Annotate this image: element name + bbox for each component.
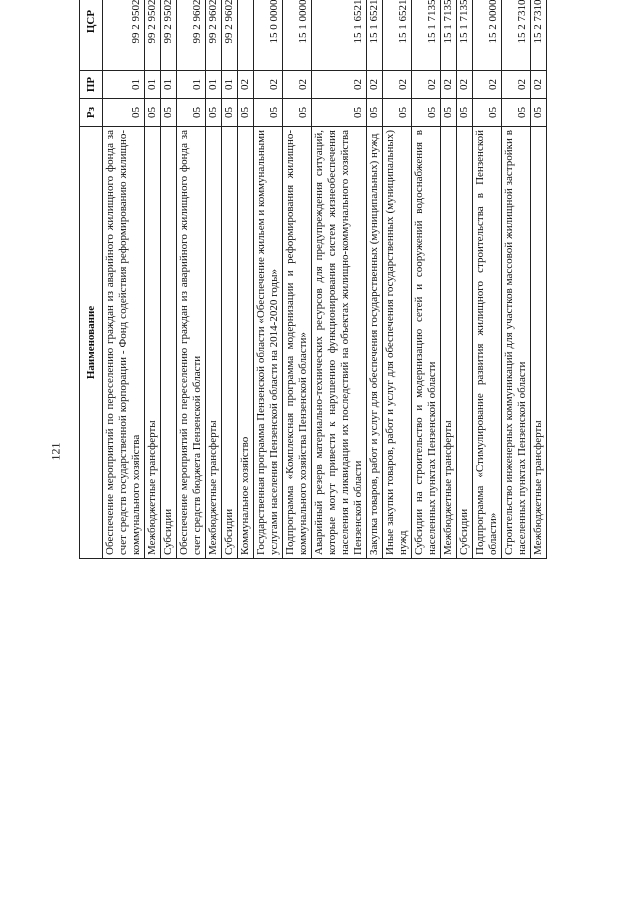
cell-name: Иные закупки товаров, работ и услуг для обеспечения государственных (муниципальных) нужд [383,127,412,559]
cell-csr: 15 2 7310 [502,0,531,71]
cell-pr: 02 [383,71,412,99]
cell-rz: 05 [161,99,177,127]
cell-rz: 05 [222,99,238,127]
cell-pr: 01 [222,71,238,99]
table-row [222,0,238,559]
cell-name: Аварийный резерв материально-технических ресурсов для предупреждения ситуаций, которые могут привести к нарушению функционирования систем жизнеобеспечения населения и ликвидации их последствий на объектах жилищно-коммунального хозяйства Пензенской области [312,127,367,559]
cell-pr: 02 [254,71,283,99]
cell-name: Межбюджетные трансферты [206,127,222,559]
cell-pr: 02 [412,71,441,99]
page-number: 121 [48,442,63,461]
cell-csr: 15 1 7135 [441,0,457,71]
cell-pr: 02 [457,71,473,99]
cell-name: Субсидии [161,127,177,559]
cell-name: Межбюджетные трансферты [441,127,457,559]
cell-name: Субсидии [222,127,238,559]
cell-rz: 05 [283,99,312,127]
cell-pr: 02 [367,71,383,99]
header-name: Наименование [80,127,103,559]
cell-name: Межбюджетные трансферты [145,127,161,559]
cell-rz: 05 [473,99,502,127]
table-header-row [80,0,103,559]
cell-name: Коммунальное хозяйство [238,127,254,559]
cell-csr: 99 2 9502 [145,0,161,71]
table-row [367,0,383,559]
cell-rz: 05 [238,99,254,127]
table-row [531,0,547,559]
header-rz: Рз [80,99,103,127]
table-row [161,0,177,559]
table-row [383,0,412,559]
cell-rz: 05 [206,99,222,127]
cell-csr: 15 1 0000 [283,0,312,71]
cell-rz: 05 [367,99,383,127]
cell-rz: 05 [103,99,145,127]
table-row [177,0,206,559]
cell-pr: 01 [206,71,222,99]
cell-pr: 01 [177,71,206,99]
cell-pr: 02 [502,71,531,99]
cell-pr: 01 [161,71,177,99]
cell-rz: 05 [254,99,283,127]
cell-rz: 05 [412,99,441,127]
cell-name: Обеспечение мероприятий по переселению граждан из аварийного жилищного фонда за счет средств государственной корпорации - Фонд содействия реформированию жилищно-коммунального хозяйства [103,127,145,559]
cell-csr: 15 1 6521 [383,0,412,71]
cell-name: Подпрограмма «Стимулирование развития жилищного строительства в Пензенской области» [473,127,502,559]
cell-name: Закупка товаров, работ и услуг для обеспечения государственных (муниципальных) нужд [367,127,383,559]
cell-rz: 05 [531,99,547,127]
cell-name: Межбюджетные трансферты [531,127,547,559]
cell-pr: 02 [531,71,547,99]
cell-rz: 05 [145,99,161,127]
cell-csr: 15 1 7135 [457,0,473,71]
cell-csr: 15 0 0000 [254,0,283,71]
table-row [457,0,473,559]
cell-csr: 99 2 9602 [206,0,222,71]
table-row [206,0,222,559]
table-row [238,0,254,559]
cell-pr: 02 [283,71,312,99]
rotated-table-area [79,0,557,859]
cell-csr: 99 2 9602 [222,0,238,71]
cell-csr: 15 2 0000 [473,0,502,71]
cell-csr: 99 2 9502 [103,0,145,71]
header-csr: ЦСР [80,0,103,71]
cell-pr: 02 [441,71,457,99]
cell-csr: 15 1 6521 [312,0,367,71]
cell-pr: 01 [103,71,145,99]
cell-name: Государственная программа Пензенской области «Обеспечение жильем и коммунальными услугами населения Пензенской области на 2014-2020 годы» [254,127,283,559]
cell-rz: 05 [502,99,531,127]
cell-csr: 15 1 7135 [412,0,441,71]
table-body [103,0,547,559]
cell-csr: 99 2 9602 [177,0,206,71]
header-pr: ПР [80,71,103,99]
cell-name: Строительство инженерных коммуникаций для участков массовой жилищной застройки в населенных пунктах Пензенской области [502,127,531,559]
cell-name: Обеспечение мероприятий по переселению граждан из аварийного жилищного фонда за счет средств бюджета Пензенской области [177,127,206,559]
cell-csr: 99 2 9502 [161,0,177,71]
cell-csr: 15 2 7310 [531,0,547,71]
cell-rz: 05 [312,99,367,127]
cell-rz: 05 [177,99,206,127]
cell-pr: 02 [473,71,502,99]
cell-pr: 01 [145,71,161,99]
cell-pr: 02 [312,71,367,99]
table-row [502,0,531,559]
table-row [283,0,312,559]
table-row [145,0,161,559]
table-row [312,0,367,559]
cell-rz: 05 [457,99,473,127]
cell-name: Субсидии на строительство и модернизацию сетей и сооружений водоснабжения в населенных пунктах Пензенской области [412,127,441,559]
cell-pr: 02 [238,71,254,99]
cell-rz: 05 [383,99,412,127]
budget-table [79,0,547,559]
cell-name: Подпрограмма «Комплексная программа модернизации и реформирования жилищно-коммунального хозяйства Пензенской области» [283,127,312,559]
cell-csr: 15 1 6521 [367,0,383,71]
cell-name: Субсидии [457,127,473,559]
cell-csr [238,0,254,71]
table-row [254,0,283,559]
table-row [412,0,441,559]
table-row [103,0,145,559]
table-row [473,0,502,559]
cell-rz: 05 [441,99,457,127]
table-row [441,0,457,559]
budget-table-sheet [79,0,557,559]
